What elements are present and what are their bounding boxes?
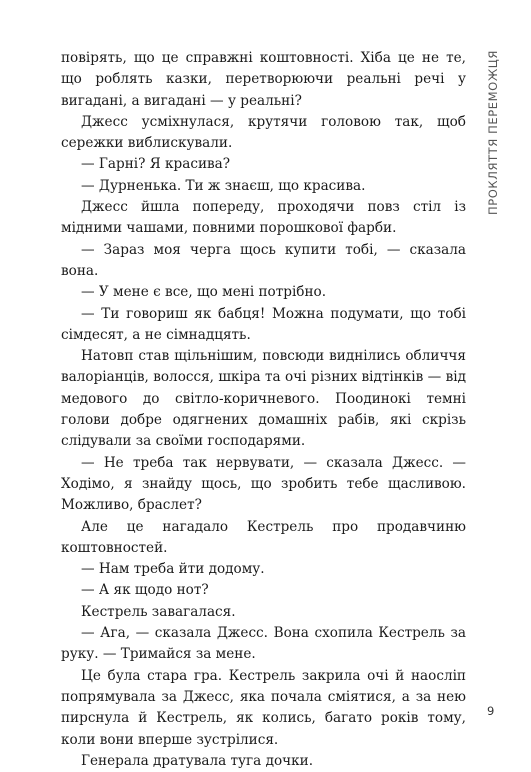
paragraph: Але це нагадало Кестрель про продавчиню коштовностей. bbox=[61, 518, 466, 556]
paragraph: — Нам треба йти додому. bbox=[81, 561, 265, 578]
paragraph: — А як щодо нот? bbox=[81, 582, 209, 599]
paragraph: — Ага, — сказала Джесс. Вона схопила Кестрель за руку. — Тримайся за мене. bbox=[61, 625, 466, 663]
paragraph: Джесс усміхнулася, крутячи головою так, щоб сережки виблискували. bbox=[61, 113, 466, 152]
paragraph: Кестрель завагалася. bbox=[81, 603, 236, 620]
paragraph: — Дурненька. Ти ж знаєш, що красива. bbox=[81, 177, 366, 194]
page-body bbox=[61, 48, 466, 772]
paragraph: Натовп став щільнішим, повсюди виднілись обличчя валоріанців, волосся, шкіра та очі різних відтінків — від медового до світло-коричневого. Поодинокі темні голови добре одягнених домашніх рабів, які скрізь слідували за своїми господарями. bbox=[61, 348, 466, 450]
paragraph: — Не треба так нервувати, — сказала Джесс. — Ходімо, я знайду щось, що зробить тебе щасливою. Можливо, браслет? bbox=[61, 454, 466, 514]
paragraph: Генерала дратувала туга дочки. bbox=[81, 752, 314, 769]
paragraph: Джесс йшла попереду, проходячи повз стіл із мідними чашами, повними порошкової фарби. bbox=[61, 199, 466, 237]
paragraph: повірять, що це справжні коштовності. Хіба це не те, що роблять казки, перетворюючи реальні речі у вигадані, а вигадані — у реальні? bbox=[61, 50, 466, 109]
paragraph: Це була стара гра. Кестрель закрила очі й наосліп попрямувала за Джесс, яка почала сміятися, а за нею пирснула й Кестрель, як колись, багато років тому, коли вони вперше зустрілися. bbox=[61, 667, 466, 748]
paragraph: — Гарні? Я красива? bbox=[81, 156, 231, 173]
running-head: ПРОКЛЯТТЯ ПЕРЕМОЖЦЯ bbox=[486, 50, 500, 215]
paragraph: — Ти говориш як бабця! Можна подумати, що тобі сімдесят, а не сімнадцять. bbox=[61, 305, 466, 343]
paragraph: — Зараз моя черга щось купити тобі, — сказала вона. bbox=[61, 241, 466, 279]
page-number: 9 bbox=[487, 704, 495, 718]
paragraph: — У мене є все, що мені потрібно. bbox=[81, 284, 327, 301]
